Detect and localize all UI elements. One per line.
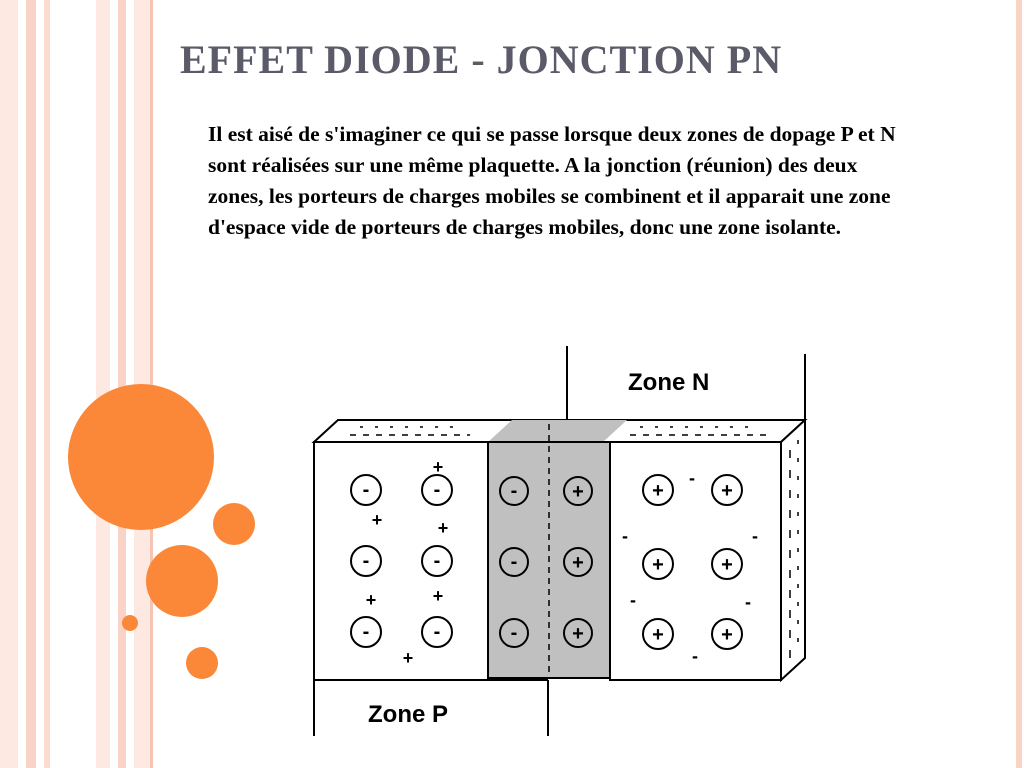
slide-title: EFFET DIODE - JONCTION PN	[180, 37, 783, 82]
ion-sign: +	[572, 552, 584, 574]
deco-circle-tiny	[122, 615, 138, 631]
electron-carrier: -	[689, 468, 695, 488]
zone-n-label: Zone N	[628, 369, 710, 396]
ion-sign: +	[652, 554, 664, 576]
ion-sign: +	[721, 624, 733, 646]
electron-carrier: -	[622, 526, 628, 546]
hole-carrier: +	[371, 510, 383, 530]
ion-sign: -	[362, 550, 370, 572]
deco-circle-large	[68, 384, 214, 530]
deco-circle-small	[213, 503, 255, 545]
ion-sign: -	[433, 550, 441, 572]
slide-paragraph: Il est aisé de s'imaginer ce qui se passe lorsque deux zones de dopage P et N sont réalisées sur une même plaquette. A la jonction (réunion) des deux zones, les porteurs de charges mobiles se combinent et il apparait une zone d'espace vide de porteurs de charges mobiles, donc une zone isolante.	[208, 122, 896, 239]
hole-carrier: +	[365, 590, 377, 610]
p-zone-block	[314, 442, 488, 680]
ion-sign: +	[652, 624, 664, 646]
hole-carrier: +	[402, 648, 414, 668]
zone-p-label: Zone P	[368, 701, 449, 728]
ion-sign: +	[721, 480, 733, 502]
ion-sign: -	[362, 479, 370, 501]
ion-sign: -	[433, 479, 441, 501]
ion-sign: +	[652, 480, 664, 502]
electron-carrier: -	[752, 526, 758, 546]
electron-carrier: -	[692, 646, 698, 666]
deco-circle-medium	[146, 545, 218, 617]
right-decor-stripe	[1016, 0, 1022, 768]
slab-right-face	[781, 420, 805, 680]
ion-sign: +	[572, 481, 584, 503]
hole-carrier: +	[432, 457, 444, 477]
depletion-top-face	[488, 420, 627, 442]
ion-sign: -	[362, 621, 370, 643]
electron-carrier: -	[630, 590, 636, 610]
pn-junction-diagram	[300, 340, 820, 740]
n-zone-block	[610, 442, 781, 680]
deco-circle-mini	[186, 647, 218, 679]
ion-sign: +	[721, 554, 733, 576]
hole-carrier: +	[432, 586, 444, 606]
ion-sign: -	[510, 622, 518, 644]
ion-sign: -	[510, 480, 518, 502]
ion-sign: +	[572, 623, 584, 645]
ion-sign: -	[433, 621, 441, 643]
hole-carrier: +	[437, 518, 449, 538]
electron-carrier: -	[745, 592, 751, 612]
ion-sign: -	[510, 551, 518, 573]
